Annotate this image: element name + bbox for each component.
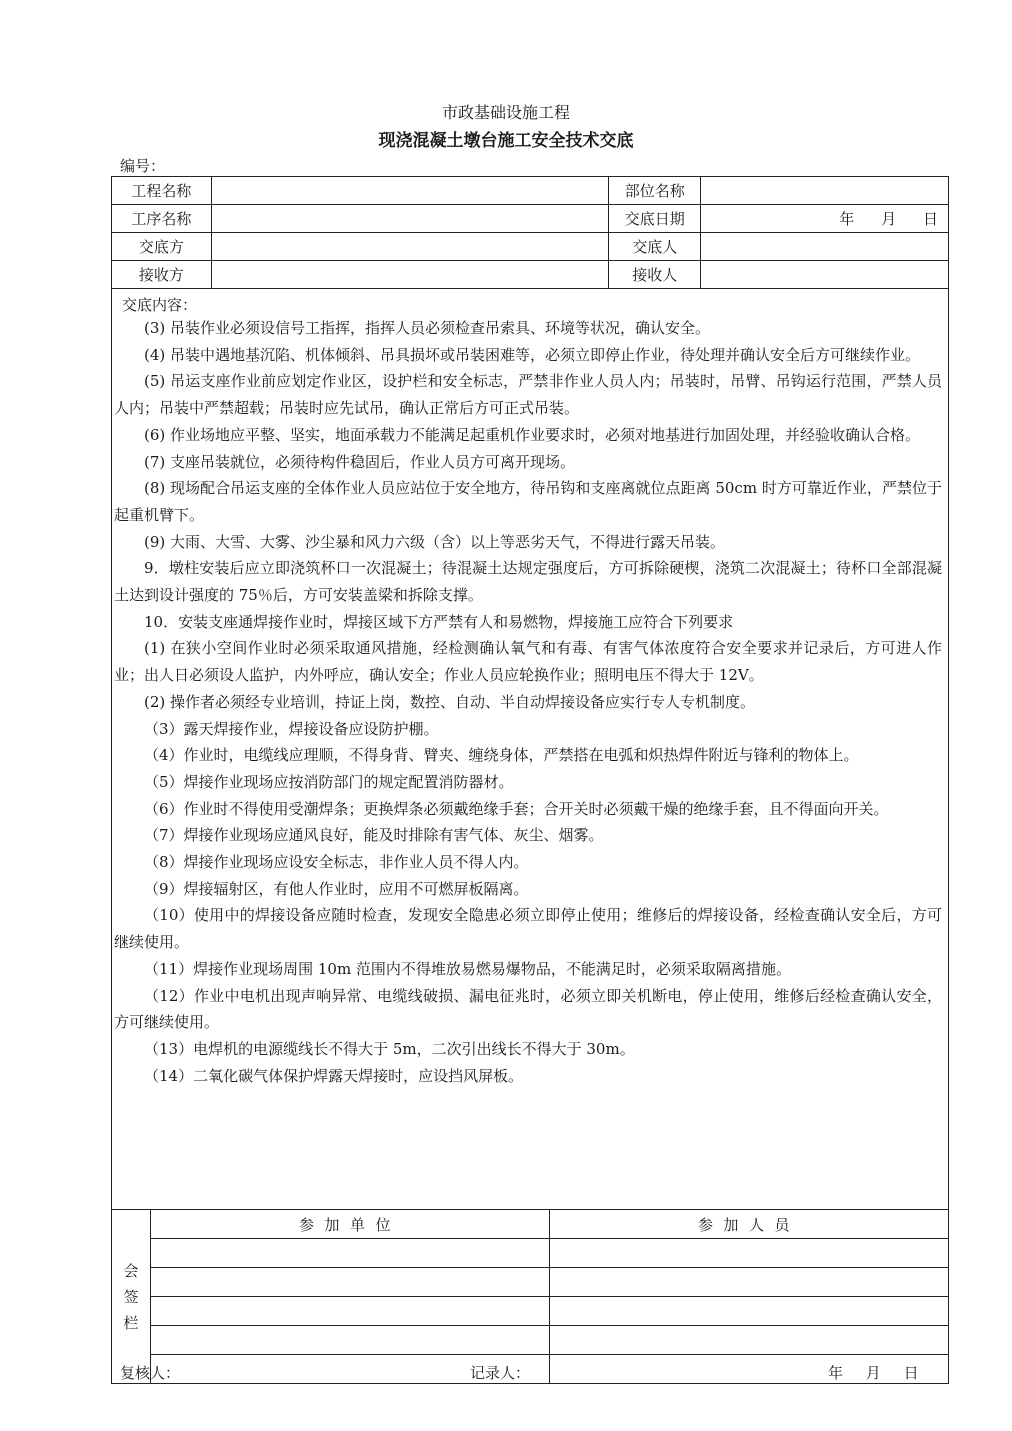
briefing-content-text xyxy=(114,315,942,1089)
content-paragraph: （4）作业时，电缆线应理顺，不得身背、臂夹、缠绕身体，严禁搭在电弧和炽热焊件附近与锋利的物体上。 xyxy=(144,746,859,765)
content-paragraph: (4) 吊装中遇地基沉陷、机体倾斜、吊具损坏或吊装困难等，必须立即停止作业，待处理并确认安全后方可继续作业。 xyxy=(144,345,921,364)
content-paragraph: （12）作业中电机出现声响异常、电缆线破损、漏电征兆时，必须立即关机断电，停止使用，维修后经检查确认安全，方可继续使用。 xyxy=(114,986,942,1032)
briefing-content-label: 交底内容： xyxy=(122,296,198,314)
briefing-party-field[interactable] xyxy=(211,233,608,261)
date-year: 年 xyxy=(839,210,855,228)
footer-date-year: 年 xyxy=(828,1364,844,1382)
participating-unit-header: 参加单位 xyxy=(150,1210,549,1239)
footer-date-month: 月 xyxy=(865,1364,881,1382)
info-row-receiving xyxy=(112,261,949,289)
process-name-label: 工序名称 xyxy=(112,205,212,233)
date-day: 日 xyxy=(922,210,938,228)
signature-row xyxy=(112,1297,949,1326)
briefing-content-box xyxy=(111,289,949,1210)
recorder-label: 记录人： xyxy=(470,1364,531,1382)
signature-side-label xyxy=(112,1210,151,1384)
content-paragraph: (6) 作业场地应平整、坚实，地面承载力不能满足起重机作业要求时，必须对地基进行加固处理，并经验收确认合格。 xyxy=(144,425,921,444)
part-name-field[interactable] xyxy=(701,177,949,205)
unit-cell[interactable] xyxy=(150,1297,549,1326)
content-paragraph: (3) 吊装作业必须设信号工指挥，指挥人员必须检查吊索具、环境等状况，确认安全。 xyxy=(144,319,711,337)
briefer-label: 交底人 xyxy=(609,233,701,261)
content-paragraph: (9) 大雨、大雪、大雾、沙尘暴和风力六级（含）以上等恶劣天气，不得进行露天吊装。 xyxy=(144,532,726,551)
content-paragraph: 9．墩柱安装后应立即浇筑杯口一次混凝土；待混凝土达规定强度后，方可拆除硬楔，浇筑二次混凝土；待杯口全部混凝土达到设计强度的 75％后，方可安装盖梁和拆除支撑。 xyxy=(114,559,942,605)
content-paragraph: 10．安装支座通焊接作业时，焊接区域下方严禁有人和易燃物，焊接施工应符合下列要求 xyxy=(144,612,734,631)
project-name-label: 工程名称 xyxy=(112,177,212,205)
info-row-project xyxy=(112,177,949,205)
side-char: 栏 xyxy=(123,1313,139,1332)
serial-number-label: 编号： xyxy=(120,157,166,175)
content-paragraph: （11）焊接作业现场周围 10m 范围内不得堆放易燃易爆物品，不能满足时，必须采取隔离措施。 xyxy=(144,959,791,978)
content-paragraph: （6）作业时不得使用受潮焊条；更换焊条必须戴绝缘手套；合开关时必须戴干燥的绝缘手套，且不得面向开关。 xyxy=(144,799,889,818)
info-row-briefing xyxy=(112,233,949,261)
content-paragraph: (1) 在狭小空间作业时必须采取通风措施，经检测确认氧气和有毒、有害气体浓度符合安全要求并记录后，方可进人作业；出人日必须设人监护，内外呼应，确认安全；作业人员应轮换作业；照明电压不得大于 12V。 xyxy=(114,639,942,685)
info-table xyxy=(111,176,949,289)
reviewer-label: 复核人： xyxy=(120,1364,181,1382)
content-paragraph: （8）焊接作业现场应设安全标志，非作业人员不得人内。 xyxy=(144,853,529,872)
briefer-field[interactable] xyxy=(701,233,949,261)
unit-cell[interactable] xyxy=(150,1239,549,1268)
content-paragraph: （3）露天焊接作业，焊接设备应设防护棚。 xyxy=(144,719,439,738)
briefing-party-label: 交底方 xyxy=(112,233,212,261)
footer-date xyxy=(828,1362,919,1383)
content-paragraph: （7）焊接作业现场应通风良好，能及时排除有害气体、灰尘、烟雾。 xyxy=(144,826,604,845)
content-paragraph: （9）焊接辐射区，有他人作业时，应用不可燃屏板隔离。 xyxy=(144,879,529,898)
receiver-field[interactable] xyxy=(701,261,949,289)
brief-date-field[interactable] xyxy=(701,205,949,233)
person-cell[interactable] xyxy=(549,1268,948,1297)
side-char: 会 xyxy=(123,1261,139,1280)
signature-row xyxy=(112,1239,949,1268)
side-char: 签 xyxy=(123,1287,139,1306)
receiving-party-field[interactable] xyxy=(211,261,608,289)
unit-cell[interactable] xyxy=(150,1326,549,1355)
unit-cell[interactable] xyxy=(150,1268,549,1297)
signature-table xyxy=(111,1209,949,1384)
document-title: 现浇混凝土墩台施工安全技术交底 xyxy=(378,131,634,151)
info-row-process xyxy=(112,205,949,233)
person-cell[interactable] xyxy=(549,1326,948,1355)
content-paragraph: (5) 吊运支座作业前应划定作业区，设护栏和安全标志，严禁非作业人员人内；吊装时，吊臂、吊钩运行范围，严禁人员人内；吊装中严禁超载；吊装时应先试吊，确认正常后方可正式吊装。 xyxy=(114,372,942,418)
signature-row xyxy=(112,1326,949,1355)
document-subtitle: 市政基础设施工程 xyxy=(441,103,570,122)
person-cell[interactable] xyxy=(549,1297,948,1326)
signature-row xyxy=(112,1268,949,1297)
person-cell[interactable] xyxy=(549,1239,948,1268)
participating-person-header: 参加人员 xyxy=(549,1210,948,1239)
receiver-label: 接收人 xyxy=(609,261,701,289)
date-month: 月 xyxy=(881,210,897,228)
content-paragraph: （10）使用中的焊接设备应随时检查，发现安全隐患必须立即停止使用；维修后的焊接设备，经检查确认安全后，方可继续使用。 xyxy=(114,906,942,952)
process-name-field[interactable] xyxy=(211,205,608,233)
content-paragraph: (2) 操作者必须经专业培训，持证上岗，数控、自动、半自动焊接设备应实行专人专机制度。 xyxy=(144,692,756,711)
content-paragraph: (8) 现场配合吊运支座的全体作业人员应站位于安全地方，待吊钩和支座离就位点距离 50cm 时方可靠近作业，严禁位于起重机臂下。 xyxy=(114,479,942,524)
part-name-label: 部位名称 xyxy=(609,177,701,205)
brief-date-label: 交底日期 xyxy=(609,205,701,233)
content-paragraph: （5）焊接作业现场应按消防部门的规定配置消防器材。 xyxy=(144,772,514,791)
content-paragraph: （14）二氧化碳气体保护焊露天焊接时，应设挡风屏板。 xyxy=(144,1066,524,1085)
receiving-party-label: 接收方 xyxy=(112,261,212,289)
signature-header-row xyxy=(112,1210,949,1239)
project-name-field[interactable] xyxy=(211,177,608,205)
content-paragraph: (7) 支座吊装就位，必须待构件稳固后，作业人员方可离开现场。 xyxy=(144,452,576,471)
footer-date-day: 日 xyxy=(903,1364,919,1382)
content-paragraph: （13）电焊机的电源缆线长不得大于 5m，二次引出线长不得大于 30m。 xyxy=(144,1039,635,1058)
